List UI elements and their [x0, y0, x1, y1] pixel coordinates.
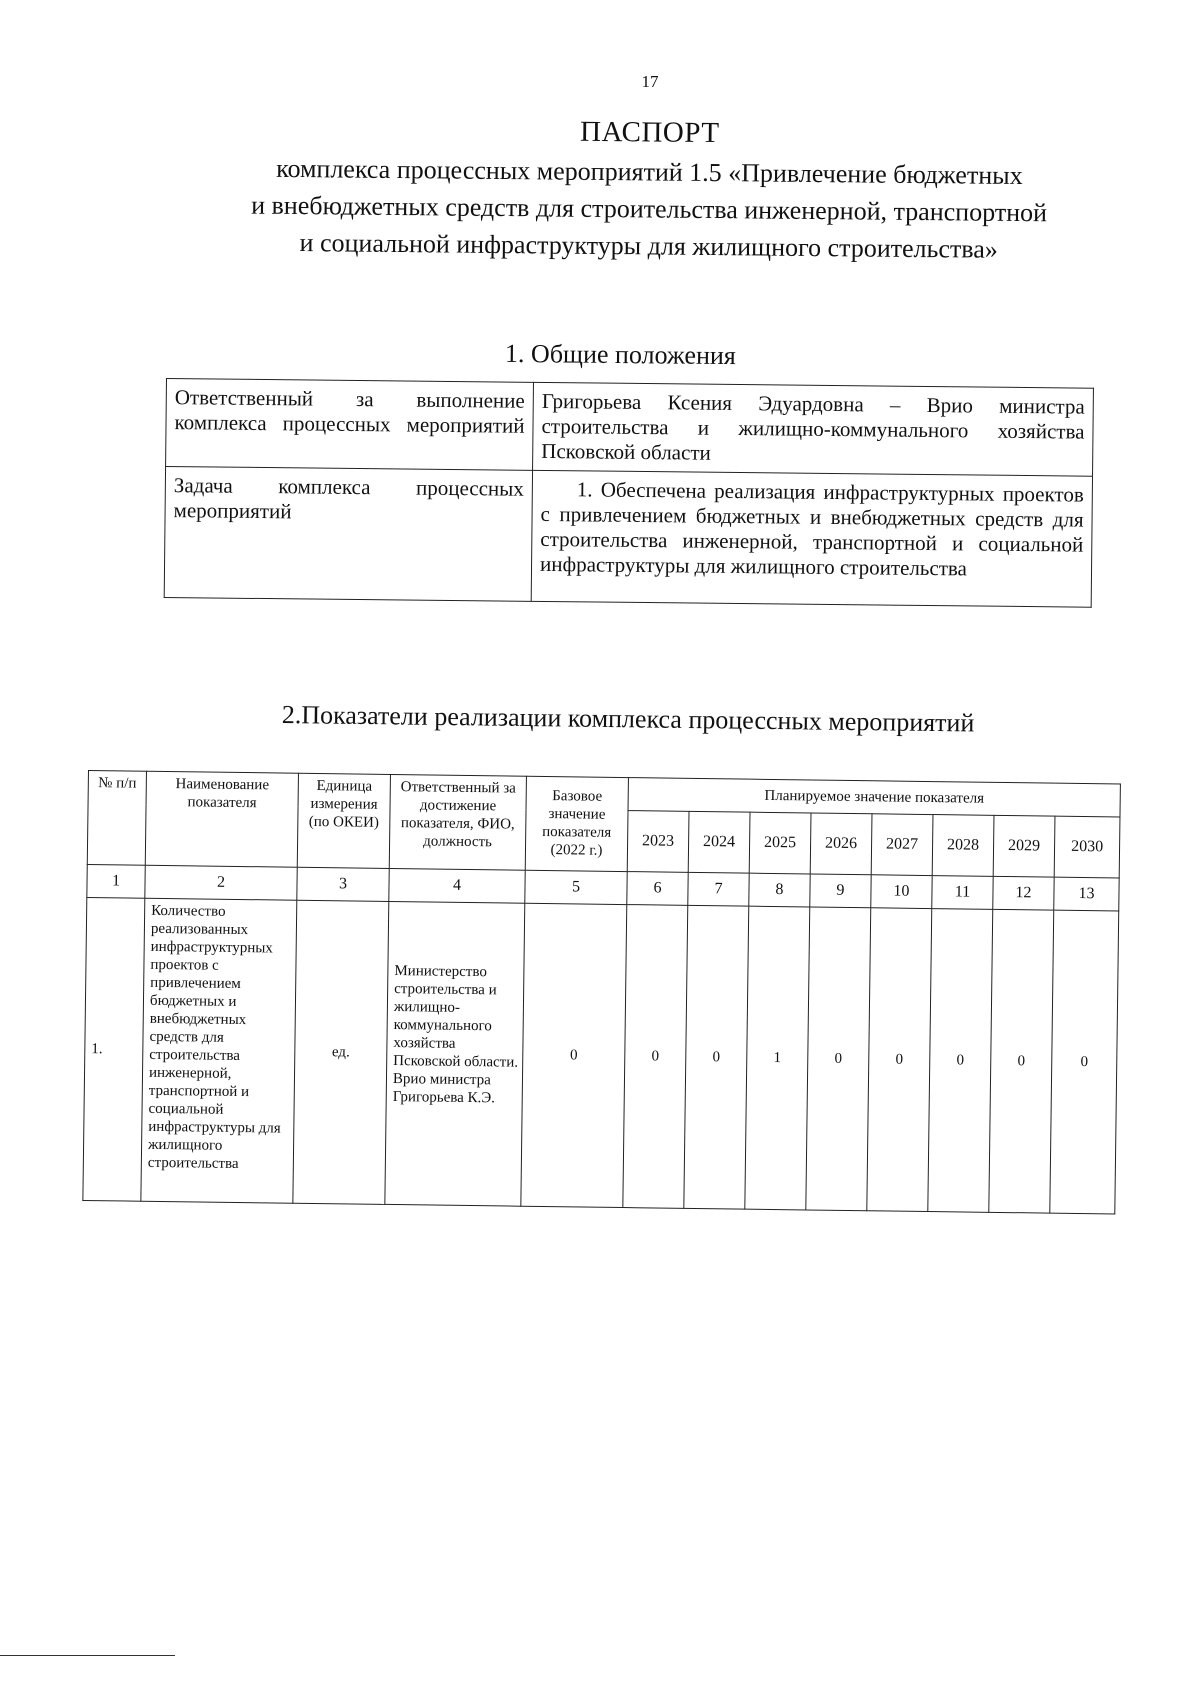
year-2026: 2026 [810, 813, 872, 875]
general-provisions-table [164, 378, 1094, 608]
indicators-table [82, 770, 1120, 1214]
header-name: Наименование показателя [145, 771, 298, 867]
col-number: 11 [932, 876, 993, 910]
value-2026: 0 [806, 907, 871, 1211]
task-label: Задача комплекса процессных мероприятий [164, 467, 532, 602]
table-row [166, 379, 1094, 477]
table-row [83, 897, 1119, 1213]
col-number: 4 [389, 868, 525, 903]
table-row [164, 467, 1092, 608]
header-responsible: Ответственный за достижение показателя, ФИО, должность [389, 774, 526, 870]
col-number: 3 [297, 867, 389, 901]
section1-heading: 1. Общие положения [504, 338, 736, 371]
col-number: 9 [810, 874, 871, 908]
header-unit: Единица измерения (по ОКЕИ) [297, 773, 390, 868]
col-number: 10 [871, 875, 932, 909]
col-number: 1 [87, 864, 145, 898]
header-base: Базовое значение показателя (2022 г.) [525, 776, 628, 871]
indicator-unit: ед. [293, 900, 389, 1204]
value-2024: 0 [684, 905, 749, 1209]
section2-heading: 2.Показатели реализации комплекса процессных мероприятий [281, 700, 975, 738]
value-2025: 1 [745, 906, 810, 1210]
value-2023: 0 [623, 905, 688, 1209]
footer-divider [0, 1655, 175, 1656]
task-value: 1. Обеспечена реализация инфраструктурных проектов с привлечением бюджетных и внебюджетных средств для строительства инженерной, транспортной и социальной инфраструктуры для жилищного строительства [531, 470, 1092, 607]
title-main: ПАСПОРТ [579, 115, 720, 150]
col-number: 2 [145, 865, 297, 900]
value-2028: 0 [928, 909, 993, 1213]
col-number: 13 [1054, 877, 1120, 911]
year-2028: 2028 [932, 815, 994, 877]
year-2024: 2024 [688, 811, 750, 873]
value-2029: 0 [989, 909, 1054, 1213]
col-number: 12 [993, 876, 1054, 910]
indicator-name: Количество реализованных инфраструктурных проектов с привлечением бюджетных и внебюджетных средств для строительства инженерной, транспортной и социальной инфраструктуры для жилищного строительства [141, 898, 297, 1203]
col-number: 7 [688, 872, 749, 906]
year-2023: 2023 [627, 811, 689, 873]
col-number: 5 [525, 870, 627, 904]
header-planned: Планируемое значение показателя [628, 778, 1120, 817]
col-number: 8 [749, 873, 810, 907]
value-2030: 0 [1050, 910, 1119, 1214]
row-num: 1. [83, 897, 145, 1201]
indicator-base: 0 [521, 903, 627, 1207]
indicator-responsible: Министерство строительства и жилищно-коммунального хозяйства Псковской области. Врио министра Григорьева К.Э. [385, 901, 525, 1206]
title-line-3: и социальной инфраструктуры для жилищного строительства» [299, 228, 998, 264]
responsible-value: Григорьева Ксения Эдуардовна – Врио министра строительства и жилищно-коммунального хозяйства Псковской области [533, 382, 1094, 476]
year-2029: 2029 [993, 815, 1055, 877]
title-line-1: комплекса процессных мероприятий 1.5 «Привлечение бюджетных [276, 153, 1023, 190]
col-number: 6 [627, 872, 688, 906]
responsible-label: Ответственный за выполнение комплекса процессных мероприятий [166, 379, 534, 471]
value-2027: 0 [867, 908, 932, 1212]
document-title [189, 112, 1110, 269]
page-number: 17 [641, 72, 659, 91]
header-num: № п/п [87, 771, 146, 866]
year-2030: 2030 [1054, 816, 1120, 878]
year-2027: 2027 [871, 814, 933, 876]
header-row [88, 771, 1120, 818]
title-line-2: и внебюджетных средств для строительства инженерной, транспортной [251, 190, 1048, 228]
year-2025: 2025 [749, 812, 811, 874]
